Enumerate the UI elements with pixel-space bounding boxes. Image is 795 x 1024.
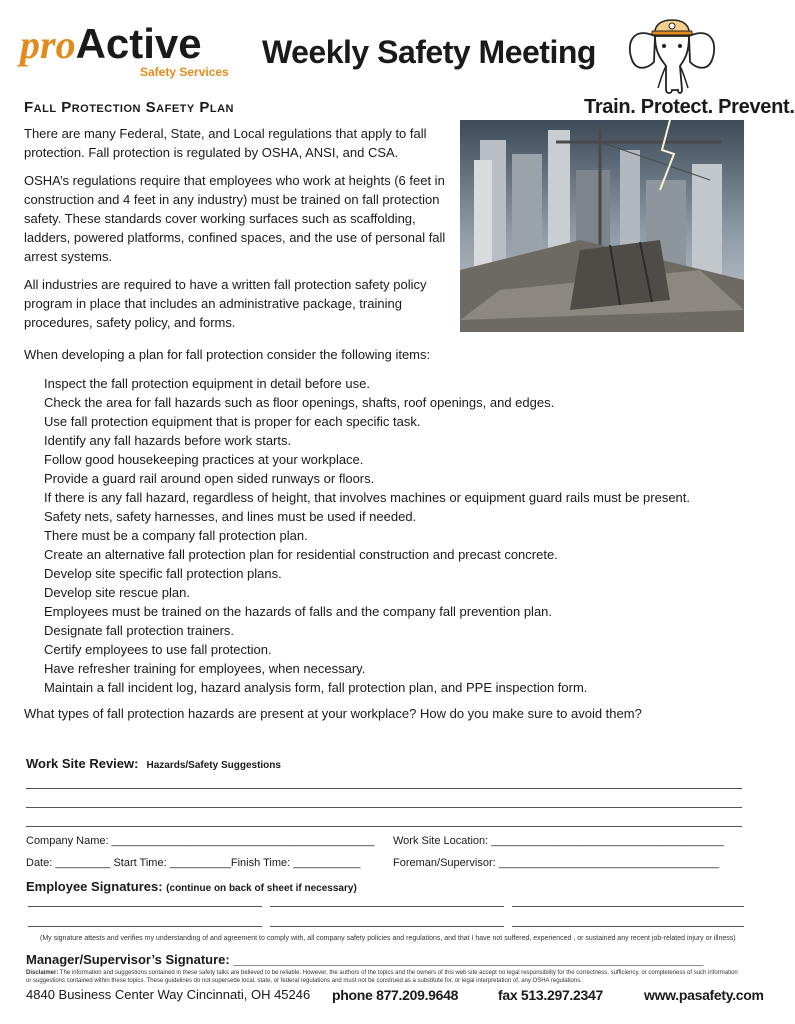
list-item: There must be a company fall protection plan. xyxy=(44,528,308,543)
company-logo xyxy=(20,20,230,90)
list-item: Create an alternative fall protection plan for residential construction and precast concrete. xyxy=(44,547,558,562)
work-site-review-sub: Hazards/Safety Suggestions xyxy=(146,760,281,771)
list-item: Use fall protection equipment that is proper for each specific task. xyxy=(44,414,421,429)
footer-address: 4840 Business Center Way Cincinnati, OH 45246 xyxy=(26,987,311,1002)
signature-line[interactable] xyxy=(270,906,504,907)
list-item: If there is any fall hazard, regardless of height, that involves machines or equipment guard rails must be present. xyxy=(44,490,691,505)
signature-line[interactable] xyxy=(512,926,744,927)
tagline: Train. Protect. Prevent. xyxy=(584,96,795,118)
list-item: Safety nets, safety harnesses, and lines must be used if needed. xyxy=(44,509,417,524)
work-site-location-field[interactable]: Work Site Location: ______________________________________ xyxy=(393,835,724,847)
signature-line[interactable] xyxy=(28,906,262,907)
review-line-1[interactable] xyxy=(26,788,742,789)
intro-paragraph-1: There are many Federal, State, and Local regulations that apply to fall protection. Fall protection is regulated by OSHA, ANSI, and CSA. xyxy=(24,126,427,160)
footer-fax: fax 513.297.2347 xyxy=(498,987,603,1003)
construction-site-photo xyxy=(460,120,744,332)
list-item: Employees must be trained on the hazards of falls and the company fall prevention plan. xyxy=(44,604,553,619)
review-line-3[interactable] xyxy=(26,826,742,827)
section-title: Fall Protection Safety Plan xyxy=(24,99,235,116)
logo-pro-text: pro xyxy=(20,22,76,67)
list-item: Inspect the fall protection equipment in detail before use. xyxy=(44,376,370,391)
intro-text xyxy=(24,124,456,341)
items-lead: When developing a plan for fall protection consider the following items: xyxy=(24,347,431,362)
list-item: Follow good housekeeping practices at your workplace. xyxy=(44,452,364,467)
footer-website-link[interactable]: www.pasafety.com xyxy=(644,987,764,1003)
foreman-field[interactable]: Foreman/Supervisor: ____________________________________ xyxy=(393,857,719,869)
employee-signatures-label: Employee Signatures: xyxy=(26,879,163,894)
company-name-field[interactable]: Company Name: ___________________________________________ xyxy=(26,835,375,847)
manager-signature-field[interactable]: Manager/Supervisor’s Signature: _________________________________________________________________ xyxy=(26,952,704,967)
list-item: Designate fall protection trainers. xyxy=(44,623,235,638)
signature-line[interactable] xyxy=(270,926,504,927)
intro-paragraph-3: All industries are required to have a written fall protection safety policy program in place that includes an administrative package, training procedures, safety policy, and forms. xyxy=(24,277,427,330)
logo-subtitle: Safety Services xyxy=(140,65,229,79)
checklist xyxy=(44,374,690,697)
logo-active-text: Active xyxy=(75,20,202,67)
list-item: Identify any fall hazards before work starts. xyxy=(44,433,292,448)
list-item: Have refresher training for employees, when necessary. xyxy=(44,661,366,676)
employee-signatures-heading xyxy=(26,879,357,894)
list-item: Develop site rescue plan. xyxy=(44,585,190,600)
list-item: Develop site specific fall protection plans. xyxy=(44,566,282,581)
footer-phone: phone 877.209.9648 xyxy=(332,987,459,1003)
signature-line[interactable] xyxy=(28,926,262,927)
signature-line[interactable] xyxy=(512,906,744,907)
list-item: Certify employees to use fall protection. xyxy=(44,642,272,657)
list-item: Check the area for fall hazards such as floor openings, shafts, roof openings, and edges. xyxy=(44,395,555,410)
disclaimer xyxy=(26,969,744,985)
page-title: Weekly Safety Meeting xyxy=(262,34,596,70)
disclaimer-label: Disclaimer: xyxy=(26,970,59,976)
attestation-note: (My signature attests and verifies my understanding of and agreement to comply with, all company safety policies and regulations, and that I have not suffered, experienced , or sustained any recent job-related injury or illness) xyxy=(40,935,736,942)
review-line-2[interactable] xyxy=(26,807,742,808)
list-item: Maintain a fall incident log, hazard analysis form, fall protection plan, and PPE inspection form. xyxy=(44,680,588,695)
employee-signatures-sub: (continue on back of sheet if necessary) xyxy=(166,883,357,894)
discussion-question: What types of fall protection hazards are present at your workplace? How do you make sure to avoid them? xyxy=(24,706,642,721)
work-site-review-heading xyxy=(26,756,281,771)
intro-paragraph-2: OSHA’s regulations require that employees who work at heights (6 feet in construction and 4 feet in any industry) must be trained on fall protection safety. These standards cover working surfaces such as scaffolding, ladders, powered platforms, confined spaces, and the use of personal fall arrest systems. xyxy=(24,173,446,264)
work-site-review-label: Work Site Review: xyxy=(26,756,139,771)
list-item: Provide a guard rail around open sided runways or floors. xyxy=(44,471,375,486)
elephant-hardhat-icon xyxy=(622,14,722,96)
date-time-field[interactable]: Date: _________ Start Time: __________Finish Time: ___________ xyxy=(26,857,361,869)
disclaimer-text: The information and suggestions contained in these safety talks are believed to be reliable. However, the authors of the topics and the owners of this web site accept no legal responsibility for the correctness, sufficiency, or completeness of such information or suggestions contained within these topics. These guidelines do not supersede local, state, or federal regulations and must not be construed as a substitute for, or legal interpretation of, any OSHA regulations. xyxy=(26,970,738,984)
